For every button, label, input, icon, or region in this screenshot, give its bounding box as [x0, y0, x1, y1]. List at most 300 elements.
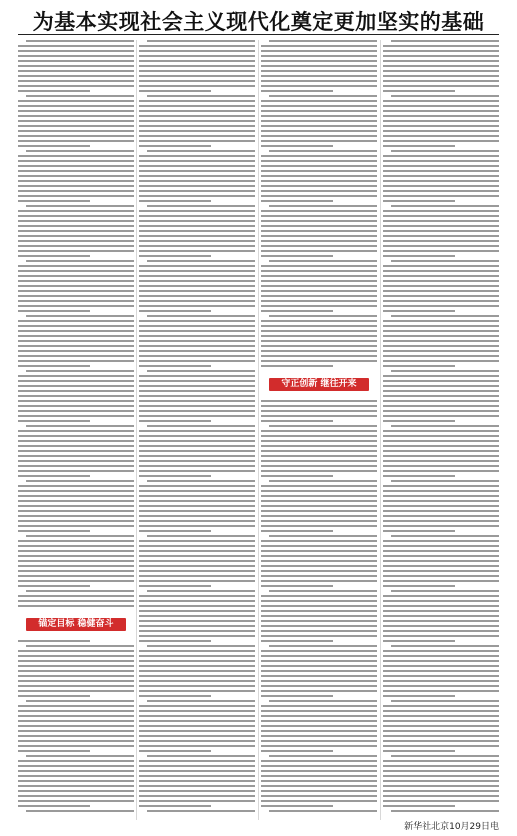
text-line	[261, 775, 377, 777]
text-line	[383, 345, 499, 347]
text-line	[147, 150, 255, 152]
text-line	[139, 575, 255, 577]
text-line	[261, 595, 377, 597]
text-line	[139, 270, 255, 272]
text-line	[18, 320, 134, 322]
text-line	[147, 425, 255, 427]
text-line	[261, 520, 377, 522]
text-line	[139, 685, 255, 687]
text-line	[383, 540, 499, 542]
text-line	[18, 270, 134, 272]
text-line	[139, 255, 211, 257]
text-line	[139, 160, 255, 162]
text-line	[139, 795, 255, 797]
text-line	[18, 495, 134, 497]
text-line	[383, 85, 499, 87]
text-line	[261, 255, 333, 257]
text-line	[383, 300, 499, 302]
text-line	[18, 385, 134, 387]
text-line	[139, 60, 255, 62]
text-line	[139, 670, 255, 672]
text-line	[261, 65, 377, 67]
text-line	[139, 250, 255, 252]
text-line	[261, 130, 377, 132]
text-line	[139, 720, 255, 722]
text-line	[261, 585, 333, 587]
text-line	[261, 400, 377, 402]
text-line	[261, 730, 377, 732]
text-line	[18, 110, 134, 112]
text-line	[261, 580, 377, 582]
text-line	[18, 490, 134, 492]
text-line	[139, 660, 255, 662]
column-divider	[136, 40, 137, 820]
text-line	[18, 300, 134, 302]
text-line	[383, 685, 499, 687]
text-line	[261, 220, 377, 222]
text-line	[261, 350, 377, 352]
text-line	[139, 340, 255, 342]
text-line	[261, 240, 377, 242]
text-line	[139, 445, 255, 447]
text-line	[383, 620, 499, 622]
text-line	[26, 590, 134, 592]
text-line	[139, 50, 255, 52]
text-line	[18, 65, 134, 67]
text-line	[261, 120, 377, 122]
text-line	[383, 125, 499, 127]
text-line	[383, 705, 499, 707]
text-line	[261, 135, 377, 137]
text-line	[383, 630, 499, 632]
text-line	[18, 595, 134, 597]
text-line	[139, 245, 255, 247]
text-line	[18, 545, 134, 547]
text-line	[261, 565, 377, 567]
text-line	[139, 705, 255, 707]
text-line	[269, 150, 377, 152]
text-line	[261, 440, 377, 442]
text-line	[139, 290, 255, 292]
text-line	[261, 660, 377, 662]
text-line	[383, 375, 499, 377]
article-column-4	[383, 40, 499, 815]
text-line	[261, 160, 377, 162]
text-line	[261, 680, 377, 682]
text-line	[139, 105, 255, 107]
text-line	[383, 230, 499, 232]
text-line	[18, 565, 134, 567]
text-line	[261, 665, 377, 667]
text-line	[261, 635, 377, 637]
text-line	[139, 695, 211, 697]
text-line	[383, 555, 499, 557]
text-line	[139, 600, 255, 602]
text-line	[383, 60, 499, 62]
text-line	[261, 750, 333, 752]
text-line	[139, 45, 255, 47]
text-line	[139, 180, 255, 182]
text-line	[18, 730, 134, 732]
text-line	[383, 190, 499, 192]
text-line	[261, 320, 377, 322]
text-line	[139, 350, 255, 352]
text-line	[383, 615, 499, 617]
text-line	[139, 500, 255, 502]
text-line	[139, 540, 255, 542]
text-line	[261, 415, 377, 417]
text-line	[391, 645, 499, 647]
text-line	[269, 755, 377, 757]
text-line	[261, 655, 377, 657]
text-line	[383, 750, 455, 752]
text-line	[383, 675, 499, 677]
text-line	[18, 60, 134, 62]
text-line	[18, 475, 90, 477]
text-line	[18, 485, 134, 487]
text-line	[383, 605, 499, 607]
text-line	[383, 210, 499, 212]
text-line	[18, 90, 90, 92]
text-line	[261, 620, 377, 622]
text-line	[18, 390, 134, 392]
text-line	[139, 440, 255, 442]
text-line	[383, 445, 499, 447]
text-line	[383, 255, 455, 257]
text-line	[18, 745, 134, 747]
text-line	[383, 105, 499, 107]
text-line	[383, 45, 499, 47]
text-line	[261, 790, 377, 792]
text-line	[139, 305, 255, 307]
text-line	[139, 125, 255, 127]
text-line	[18, 805, 90, 807]
text-line	[269, 95, 377, 97]
text-line	[18, 345, 134, 347]
text-line	[18, 195, 134, 197]
text-line	[18, 175, 134, 177]
text-line	[139, 580, 255, 582]
text-line	[261, 195, 377, 197]
text-line	[139, 360, 255, 362]
text-line	[139, 55, 255, 57]
text-line	[26, 645, 134, 647]
text-line	[139, 420, 211, 422]
text-line	[18, 85, 134, 87]
text-line	[383, 430, 499, 432]
text-line	[383, 225, 499, 227]
text-line	[18, 660, 134, 662]
text-line	[18, 215, 134, 217]
text-line	[139, 100, 255, 102]
text-line	[18, 330, 134, 332]
text-line	[139, 80, 255, 82]
text-line	[261, 525, 377, 527]
text-line	[18, 230, 134, 232]
text-line	[261, 45, 377, 47]
text-line	[261, 325, 377, 327]
text-line	[391, 425, 499, 427]
text-line	[261, 780, 377, 782]
text-line	[261, 100, 377, 102]
text-line	[18, 420, 90, 422]
text-line	[26, 260, 134, 262]
text-line	[383, 50, 499, 52]
text-line	[139, 300, 255, 302]
text-line	[383, 560, 499, 562]
text-line	[383, 400, 499, 402]
text-line	[139, 730, 255, 732]
text-line	[383, 570, 499, 572]
text-line	[261, 340, 377, 342]
text-line	[18, 515, 134, 517]
text-line	[147, 645, 255, 647]
text-line	[261, 85, 377, 87]
text-line	[139, 375, 255, 377]
text-line	[261, 795, 377, 797]
text-line	[261, 170, 377, 172]
text-line	[383, 180, 499, 182]
text-line	[261, 625, 377, 627]
text-line	[18, 690, 134, 692]
text-line	[261, 245, 377, 247]
text-line	[383, 600, 499, 602]
text-line	[391, 260, 499, 262]
text-line	[18, 190, 134, 192]
text-line	[18, 155, 134, 157]
text-line	[261, 615, 377, 617]
text-line	[18, 225, 134, 227]
headline-rule	[18, 34, 499, 35]
text-line	[261, 785, 377, 787]
text-line	[18, 580, 134, 582]
text-line	[147, 535, 255, 537]
text-line	[261, 165, 377, 167]
text-line	[139, 805, 211, 807]
text-line	[18, 145, 90, 147]
text-line	[383, 545, 499, 547]
text-line	[139, 665, 255, 667]
text-line	[139, 495, 255, 497]
text-line	[383, 155, 499, 157]
text-line	[383, 145, 455, 147]
text-line	[18, 770, 134, 772]
text-line	[18, 265, 134, 267]
text-line	[261, 230, 377, 232]
text-line	[139, 770, 255, 772]
text-line	[18, 685, 134, 687]
text-line	[383, 735, 499, 737]
text-line	[18, 505, 134, 507]
text-line	[18, 710, 134, 712]
text-line	[139, 750, 211, 752]
text-line	[147, 755, 255, 757]
text-line	[18, 695, 90, 697]
text-line	[391, 205, 499, 207]
text-line	[383, 725, 499, 727]
text-line	[261, 190, 377, 192]
text-line	[383, 760, 499, 762]
text-line	[261, 460, 377, 462]
text-line	[18, 220, 134, 222]
text-line	[383, 185, 499, 187]
text-line	[139, 70, 255, 72]
text-line	[391, 810, 499, 812]
text-line	[383, 285, 499, 287]
text-line	[139, 680, 255, 682]
text-line	[18, 540, 134, 542]
text-line	[261, 285, 377, 287]
text-line	[26, 755, 134, 757]
text-line	[139, 415, 255, 417]
text-line	[261, 75, 377, 77]
text-line	[383, 75, 499, 77]
text-line	[383, 115, 499, 117]
text-line	[139, 630, 255, 632]
text-line	[139, 135, 255, 137]
text-line	[383, 165, 499, 167]
text-line	[383, 135, 499, 137]
text-line	[147, 260, 255, 262]
text-line	[383, 420, 455, 422]
text-line	[261, 310, 333, 312]
text-line	[261, 630, 377, 632]
text-line	[139, 715, 255, 717]
text-line	[26, 425, 134, 427]
text-line	[18, 665, 134, 667]
text-line	[383, 635, 499, 637]
text-line	[383, 80, 499, 82]
text-line	[261, 450, 377, 452]
text-line	[391, 755, 499, 757]
text-line	[139, 85, 255, 87]
text-line	[383, 310, 455, 312]
text-line	[139, 490, 255, 492]
text-line	[139, 115, 255, 117]
text-line	[383, 720, 499, 722]
text-line	[139, 390, 255, 392]
text-line	[147, 810, 255, 812]
text-line	[269, 40, 377, 42]
text-line	[139, 625, 255, 627]
text-line	[261, 710, 377, 712]
text-line	[383, 270, 499, 272]
text-line	[139, 345, 255, 347]
text-line	[261, 115, 377, 117]
text-line	[261, 185, 377, 187]
text-line	[261, 125, 377, 127]
text-line	[261, 305, 377, 307]
text-line	[139, 675, 255, 677]
text-line	[139, 430, 255, 432]
text-line	[261, 500, 377, 502]
text-line	[139, 230, 255, 232]
text-line	[18, 525, 134, 527]
text-line	[383, 240, 499, 242]
text-line	[139, 455, 255, 457]
text-line	[18, 365, 90, 367]
text-line	[383, 785, 499, 787]
text-line	[383, 580, 499, 582]
text-line	[139, 410, 255, 412]
text-line	[261, 60, 377, 62]
text-line	[383, 385, 499, 387]
text-line	[18, 750, 90, 752]
text-line	[18, 500, 134, 502]
text-line	[383, 295, 499, 297]
text-line	[139, 550, 255, 552]
text-line	[18, 440, 134, 442]
text-line	[18, 675, 134, 677]
text-line	[139, 635, 255, 637]
text-line	[139, 650, 255, 652]
text-line	[383, 655, 499, 657]
text-line	[139, 295, 255, 297]
text-line	[261, 300, 377, 302]
text-line	[139, 475, 211, 477]
text-line	[261, 770, 377, 772]
text-line	[147, 590, 255, 592]
text-line	[261, 200, 333, 202]
column-divider	[380, 40, 381, 820]
text-line	[139, 465, 255, 467]
text-line	[18, 775, 134, 777]
text-line	[18, 785, 134, 787]
text-line	[261, 420, 333, 422]
text-line	[139, 450, 255, 452]
text-line	[18, 335, 134, 337]
text-line	[18, 255, 90, 257]
text-line	[261, 575, 377, 577]
text-line	[18, 115, 134, 117]
text-line	[261, 490, 377, 492]
text-line	[269, 205, 377, 207]
text-line	[383, 170, 499, 172]
text-line	[18, 455, 134, 457]
text-line	[139, 765, 255, 767]
text-line	[147, 40, 255, 42]
text-line	[383, 565, 499, 567]
dateline-credit: 新华社北京10月29日电	[404, 822, 499, 832]
text-line	[261, 705, 377, 707]
text-line	[139, 365, 211, 367]
text-line	[383, 320, 499, 322]
text-line	[139, 530, 211, 532]
text-line	[139, 355, 255, 357]
text-line	[261, 505, 377, 507]
text-line	[18, 290, 134, 292]
text-line	[261, 570, 377, 572]
text-line	[383, 330, 499, 332]
text-line	[383, 525, 499, 527]
text-line	[18, 55, 134, 57]
text-line	[383, 775, 499, 777]
sub-heading-banner: 守正创新 继往开来	[269, 378, 369, 391]
text-line	[139, 235, 255, 237]
text-line	[18, 445, 134, 447]
text-line	[261, 290, 377, 292]
text-line	[18, 375, 134, 377]
text-line	[18, 735, 134, 737]
text-line	[18, 275, 134, 277]
text-line	[261, 365, 333, 367]
text-line	[383, 250, 499, 252]
text-line	[383, 200, 455, 202]
text-line	[261, 90, 333, 92]
text-line	[139, 565, 255, 567]
text-line	[18, 355, 134, 357]
text-line	[26, 40, 134, 42]
